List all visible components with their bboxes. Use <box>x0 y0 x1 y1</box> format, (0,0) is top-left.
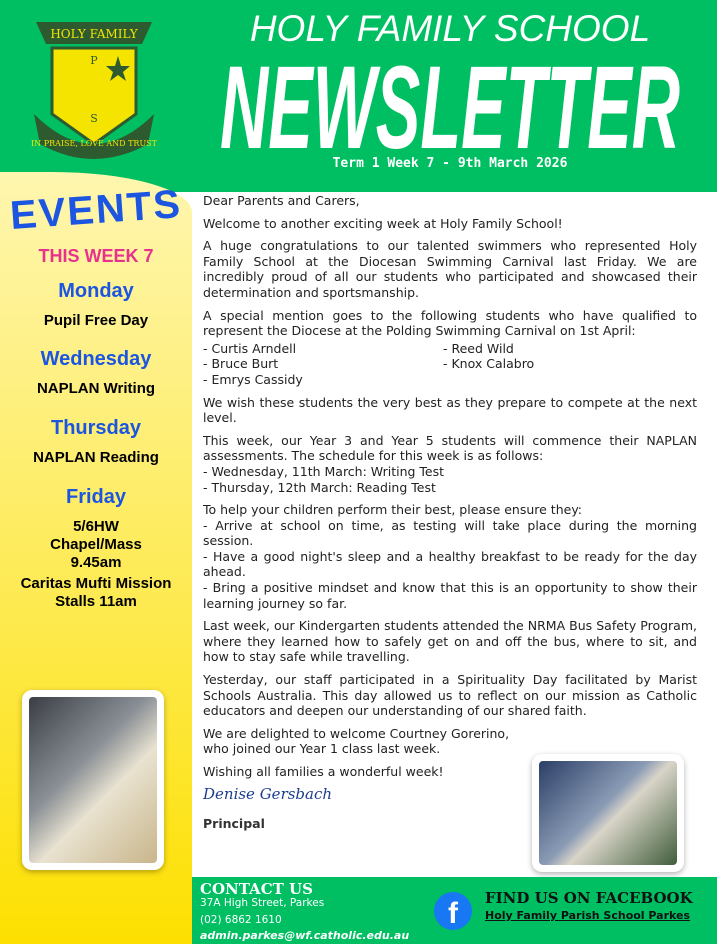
list-item: - Arrive at school on time, as testing will take place during the morning session. <box>203 517 697 549</box>
event-item: NAPLAN Reading <box>33 449 159 466</box>
list-item: - Have a good night's sleep and a healthy breakfast to be ready for the day ahead. <box>203 548 697 580</box>
paragraph: This week, our Year 3 and Year 5 students will commence their NAPLAN assessments. The schedule for this week is as follows: <box>203 432 697 464</box>
paragraph: Welcome to another exciting week at Holy Family School! <box>203 215 563 231</box>
email-link[interactable]: admin.parkes@wf.catholic.edu.au <box>200 929 410 942</box>
facebook-icon[interactable]: f <box>434 892 472 930</box>
day-wednesday: Wednesday <box>40 348 152 370</box>
event-item: Pupil Free Day <box>43 312 149 329</box>
footer <box>192 877 717 944</box>
address: 37A High Street, Parkes <box>200 897 325 909</box>
bus-safety-photo <box>22 690 164 870</box>
events-heading: EVENTS <box>8 182 184 238</box>
paragraph: Last week, our Kindergarten students attended the NRMA Bus Safety Program, where they learned how to safely get on and off the bus, where to sit, and how to stay safe while travelling. <box>203 618 697 665</box>
list-item: - Bring a positive mindset and know that this is an opportunity to show their learning journey so far. <box>203 580 697 611</box>
paragraph: A special mention goes to the following students who have qualified to represent the Diocese at the Polding Swimming Carnival on 1st April: <box>203 307 697 339</box>
contact-title: CONTACT US <box>200 880 313 898</box>
event-item: NAPLAN Writing <box>36 380 156 397</box>
student: - Curtis Arndell <box>203 340 297 356</box>
newsletter-body <box>203 193 697 832</box>
student: - Emrys Cassidy <box>203 371 303 387</box>
newsletter-title-graphic <box>210 44 690 156</box>
school-crest-logo <box>30 14 158 160</box>
student-list <box>203 341 697 388</box>
newsletter-title: NEWSLETTER <box>220 44 680 156</box>
signatory-role: Principal <box>203 816 265 832</box>
student: - Knox Calabro <box>443 356 535 372</box>
list-item: - Thursday, 12th March: Reading Test <box>203 479 436 495</box>
svg-text:IN PRAISE, LOVE AND TRUST: IN PRAISE, LOVE AND TRUST <box>31 139 157 148</box>
event-item: 5/6HW Chapel/Mass 9.45am <box>50 518 142 571</box>
school-name: HOLY FAMILY SCHOOL <box>249 8 651 49</box>
list-item: - Wednesday, 11th March: Writing Test <box>203 463 445 479</box>
student: - Reed Wild <box>443 340 514 356</box>
day-friday: Friday <box>65 486 127 508</box>
facebook-link[interactable]: Holy Family Parish School Parkes <box>485 909 691 922</box>
paragraph: To help your children perform their best, please ensure they: <box>203 502 583 518</box>
day-monday: Monday <box>58 280 134 302</box>
day-thursday: Thursday <box>50 417 142 439</box>
student: - Bruce Burt <box>203 356 279 372</box>
paragraph: We are delighted to welcome Courtney Gorerino, who joined our Year 1 class last week. <box>203 725 510 757</box>
phone: (02) 6862 1610 <box>200 914 282 926</box>
paragraph: Yesterday, our staff participated in a Spirituality Day facilitated by Marist Schools Australia. This day allowed us to reflect on our mission as Catholic educators and deepen our understanding of our shared faith. <box>203 672 697 719</box>
signature: Denise Gersbach <box>203 784 333 803</box>
event-item: Caritas Mufti Mission Stalls 11am <box>20 575 172 610</box>
paragraph: Wishing all families a wonderful week! <box>203 764 444 779</box>
students-bus-photo <box>532 754 684 872</box>
paragraph: We wish these students the very best as they prepare to compete at the next level. <box>203 394 697 426</box>
paragraph: A huge congratulations to our talented swimmers who represented Holy Family School at the Diocesan Swimming Carnival last Friday. We are incredibly proud of all our students who participated and showcased their determination and sportsmanship. <box>203 238 697 300</box>
svg-text:HOLY FAMILY: HOLY FAMILY <box>50 27 138 41</box>
svg-text:S: S <box>90 112 98 125</box>
facebook-title: FIND US ON FACEBOOK <box>485 889 693 907</box>
svg-text:P: P <box>90 54 98 67</box>
header <box>0 0 717 192</box>
greeting: Dear Parents and Carers, <box>203 193 360 208</box>
this-week-label: THIS WEEK 7 <box>38 246 154 266</box>
issue-date: Term 1 Week 7 - 9th March 2026 <box>332 156 568 171</box>
